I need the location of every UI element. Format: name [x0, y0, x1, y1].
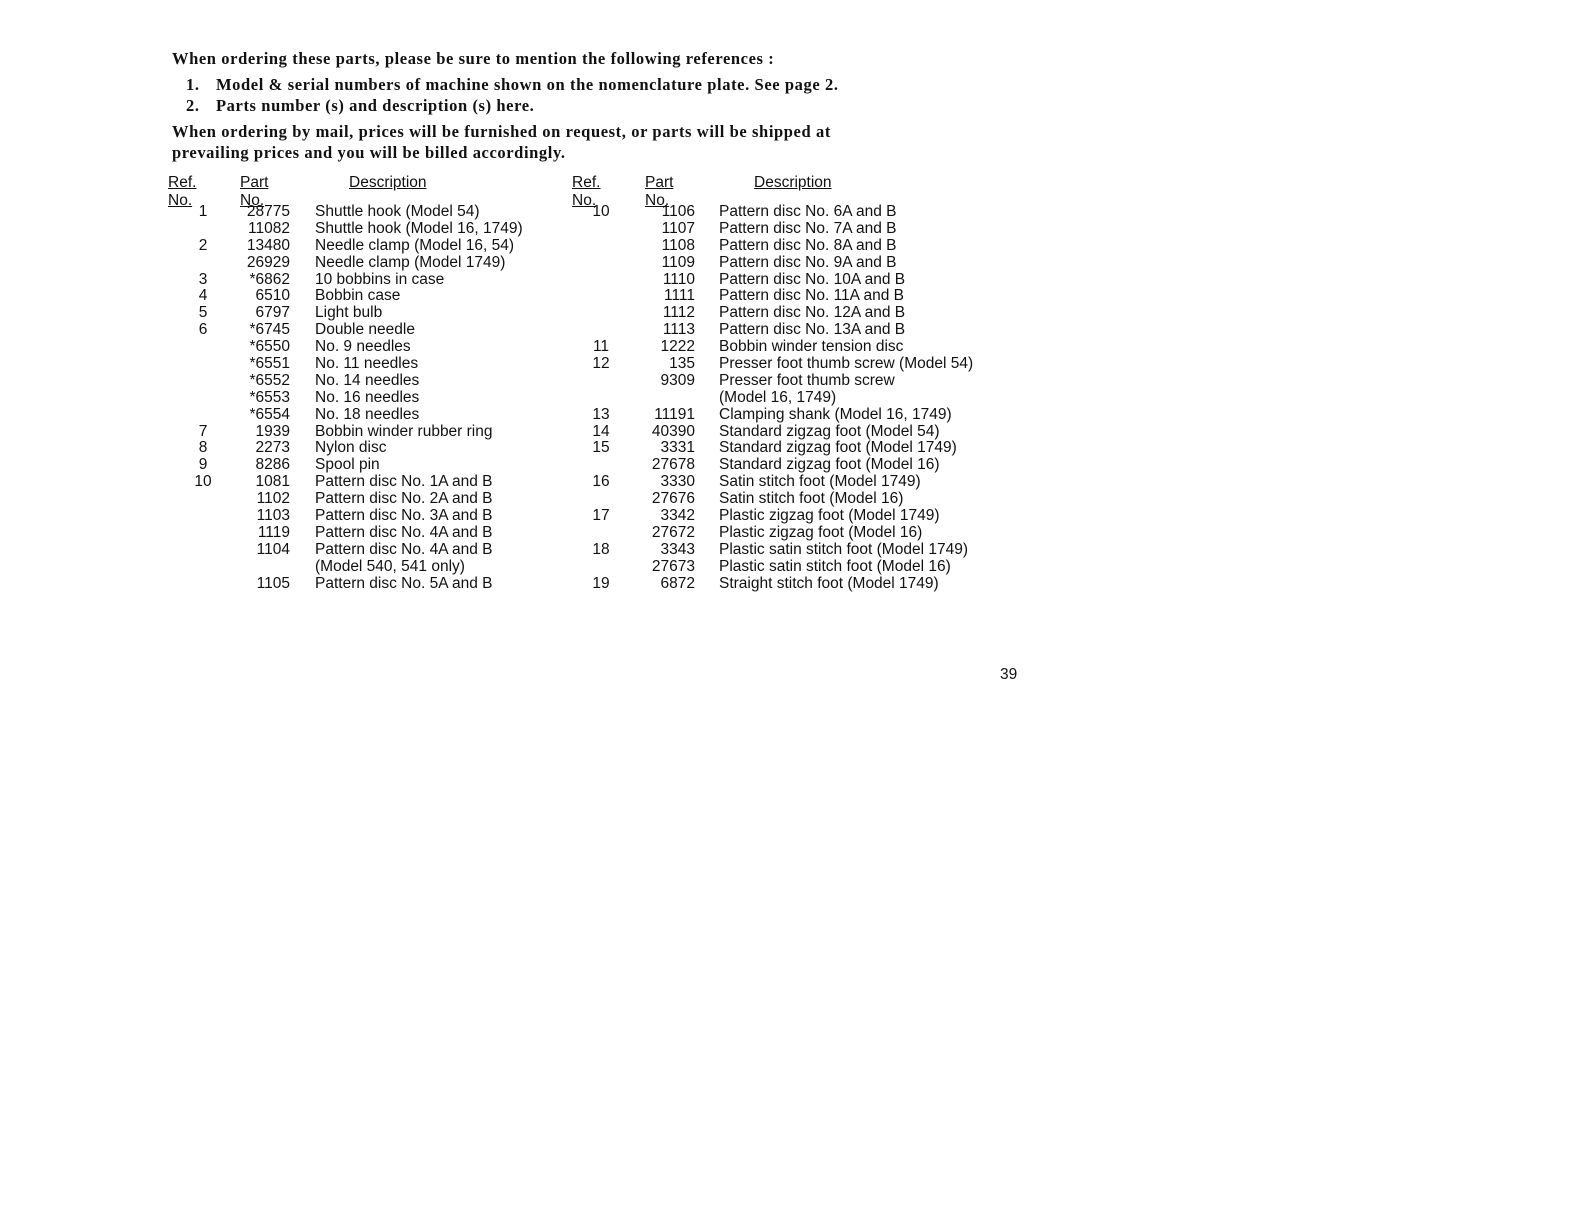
part-no-cell: 1222 [660, 338, 695, 356]
part-no-cell: 1108 [661, 236, 695, 254]
description-cell: Straight stitch foot (Model 1749) [719, 574, 939, 592]
list-number: 1. [186, 75, 200, 94]
page-number: 39 [1000, 666, 1018, 683]
ref-no-cell: 10 [592, 203, 610, 220]
description-cell: Satin stitch foot (Model 1749) [719, 473, 921, 491]
description-cell: Pattern disc No. 9A and B [719, 253, 897, 271]
part-no-cell: 2273 [255, 439, 290, 457]
ref-no-cell: 8 [198, 439, 208, 457]
ref-no-cell: 4 [198, 287, 208, 305]
description-cell: Pattern disc No. 8A and B [719, 236, 897, 254]
description-cell: (Model 540, 541 only) [315, 557, 465, 575]
part-no-cell: 9309 [660, 371, 695, 389]
description-cell: Presser foot thumb screw [719, 371, 895, 389]
description-cell: Pattern disc No. 12A and B [719, 304, 906, 322]
description-cell: Standard zigzag foot (Model 54) [719, 422, 940, 440]
part-no-cell: 8286 [255, 456, 290, 474]
part-no-cell: 40390 [651, 422, 695, 440]
ref-no-cell: 3 [198, 270, 208, 288]
description-cell: Bobbin winder tension disc [719, 338, 904, 356]
description-cell: No. 11 needles [315, 355, 419, 373]
ref-no-cell: 5 [198, 304, 208, 322]
description-cell: Spool pin [315, 456, 380, 474]
part-no-cell: 1939 [255, 422, 290, 440]
description-cell: Needle clamp (Model 1749) [315, 253, 506, 271]
part-no-cell: 3331 [660, 439, 695, 457]
ref-no-cell: 19 [592, 574, 610, 592]
ref-no-cell: 6 [198, 321, 208, 339]
description-cell: Pattern disc No. 6A and B [719, 203, 897, 220]
ref-no-cell: 9 [198, 456, 208, 474]
description-cell: Satin stitch foot (Model 16) [719, 490, 904, 508]
description-cell: No. 18 needles [315, 405, 420, 423]
ref-no-cell: 10 [194, 473, 212, 491]
part-no-cell: 27672 [651, 523, 695, 541]
part-no-cell: 28775 [246, 203, 290, 220]
description-cell: No. 9 needles [315, 338, 411, 356]
ref-no-cell: 2 [198, 236, 208, 254]
description-cell: Pattern disc No. 4A and B [315, 523, 493, 541]
description-cell: Presser foot thumb screw (Model 54) [719, 355, 974, 373]
ref-no-cell: 11 [592, 338, 610, 356]
part-no-cell: *6551 [249, 355, 290, 373]
ref-no-cell: 15 [592, 439, 610, 457]
description-cell: Pattern disc No. 10A and B [719, 270, 906, 288]
description-cell: (Model 16, 1749) [719, 388, 837, 406]
description-cell: Plastic satin stitch foot (Model 1749) [719, 540, 968, 558]
ref-no-cell: 18 [592, 540, 610, 558]
part-no-cell: 1103 [256, 507, 290, 525]
header-ref-no: Ref. No. [168, 174, 197, 209]
description-cell: Pattern disc No. 1A and B [315, 473, 493, 491]
ordering-instructions: When ordering these parts, please be sure to mention the following references : [172, 49, 775, 68]
description-cell: Pattern disc No. 13A and B [719, 321, 906, 339]
header-ref-no: Ref. No. [572, 174, 601, 209]
description-cell: Light bulb [315, 304, 383, 322]
ref-no-cell: 13 [592, 405, 610, 423]
part-no-cell: 1112 [662, 304, 695, 322]
description-cell: Pattern disc No. 11A and B [719, 287, 904, 305]
part-no-cell: 11191 [654, 405, 695, 423]
ref-no-cell: 12 [592, 355, 610, 373]
ref-no-cell: 7 [198, 422, 208, 440]
part-no-cell: 1119 [257, 523, 290, 541]
part-no-cell: 1111 [663, 287, 695, 305]
part-no-cell: 27676 [651, 490, 695, 508]
part-no-cell: 1110 [662, 270, 695, 288]
description-cell: Pattern disc No. 3A and B [315, 507, 493, 525]
reference-item-2 [172, 96, 534, 116]
ref-no-cell: 14 [592, 422, 610, 440]
part-no-cell: 13480 [246, 236, 290, 254]
part-no-cell: 3330 [660, 473, 695, 491]
part-no-cell: 1109 [661, 253, 695, 271]
part-no-cell: 11082 [248, 219, 290, 237]
description-cell: Pattern disc No. 4A and B [315, 540, 493, 558]
ref-no-cell: 1 [198, 203, 208, 220]
description-cell: Standard zigzag foot (Model 16) [719, 456, 940, 474]
part-no-cell: 6510 [255, 287, 290, 305]
part-no-cell: 1105 [256, 574, 290, 592]
part-no-cell: *6745 [249, 321, 290, 339]
ref-no-cell: 17 [592, 507, 610, 525]
part-no-cell: *6554 [249, 405, 290, 423]
part-no-cell: 1107 [661, 219, 695, 237]
part-no-cell: 1104 [256, 540, 290, 558]
description-cell: Pattern disc No. 7A and B [719, 219, 897, 237]
part-no-cell: 3343 [660, 540, 695, 558]
part-no-cell: 3342 [660, 507, 695, 525]
header-part-no: Part No. [240, 174, 269, 209]
mail-order-note-line-2: prevailing prices and you will be billed accordingly. [172, 143, 566, 162]
list-number: 2. [186, 96, 200, 115]
description-cell: Standard zigzag foot (Model 1749) [719, 439, 957, 457]
header-part-no: Part No. [645, 174, 674, 209]
description-cell: Clamping shank (Model 16, 1749) [719, 405, 952, 423]
description-cell: Plastic zigzag foot (Model 1749) [719, 507, 940, 525]
part-no-cell: 1081 [255, 473, 290, 491]
description-cell: Pattern disc No. 5A and B [315, 574, 493, 592]
part-no-cell: 1106 [661, 203, 695, 220]
description-cell: No. 16 needles [315, 388, 420, 406]
mail-order-note-line-1: When ordering by mail, prices will be furnished on request, or parts will be shipped at [172, 122, 831, 141]
part-no-cell: 1113 [662, 321, 695, 339]
part-no-cell: 27673 [651, 557, 695, 575]
description-cell: Double needle [315, 321, 415, 339]
description-cell: Plastic satin stitch foot (Model 16) [719, 557, 951, 575]
part-no-cell: *6862 [249, 270, 290, 288]
part-no-cell: *6553 [249, 388, 290, 406]
description-cell: Pattern disc No. 2A and B [315, 490, 493, 508]
description-cell: Plastic zigzag foot (Model 16) [719, 523, 923, 541]
header-description: Description [349, 174, 427, 191]
part-no-cell: *6552 [249, 371, 290, 389]
part-no-cell: *6550 [249, 338, 290, 356]
list-text: Model & serial numbers of machine shown on the nomenclature plate. See page 2. [216, 75, 839, 94]
description-cell: Bobbin winder rubber ring [315, 422, 493, 440]
description-cell: Shuttle hook (Model 16, 1749) [315, 219, 523, 237]
description-cell: 10 bobbins in case [315, 270, 445, 288]
part-no-cell: 26929 [246, 253, 290, 271]
header-description: Description [754, 174, 832, 191]
part-no-cell: 135 [669, 355, 695, 373]
reference-item-1 [172, 75, 839, 95]
description-cell: Bobbin case [315, 287, 401, 305]
part-no-cell: 6797 [255, 304, 290, 322]
description-cell: Needle clamp (Model 16, 54) [315, 236, 515, 254]
description-cell: No. 14 needles [315, 371, 420, 389]
part-no-cell: 6872 [660, 574, 695, 592]
list-text: Parts number (s) and description (s) here. [216, 96, 535, 115]
description-cell: Shuttle hook (Model 54) [315, 203, 480, 220]
part-no-cell: 27678 [651, 456, 695, 474]
part-no-cell: 1102 [256, 490, 290, 508]
description-cell: Nylon disc [315, 439, 387, 457]
ref-no-cell: 16 [592, 473, 610, 491]
